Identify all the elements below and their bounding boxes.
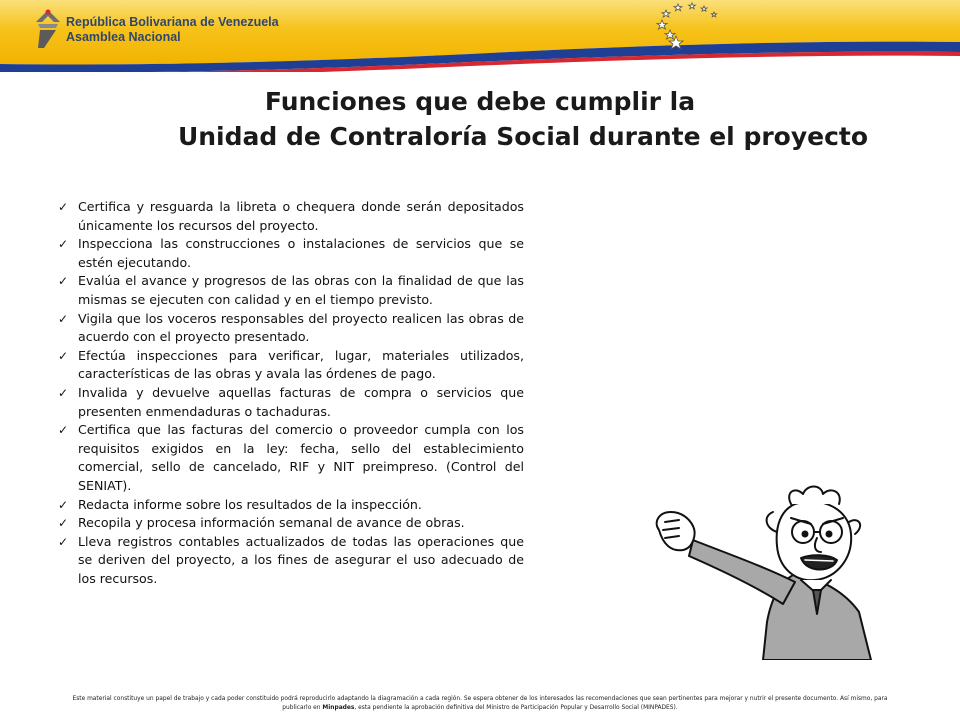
function-text: Efectúa inspecciones para verificar, lugar, materiales utilizados, características de las obras y avala las órdenes de pago. [78,347,524,382]
list-item [58,310,524,347]
function-text: Evalúa el avance y progresos de las obras con la finalidad de que las mismas se ejecuten con calidad y en el tiempo previsto. [78,273,524,307]
organization-name [66,15,279,45]
function-text: Inspecciona las construcciones o instalaciones de servicios que se estén ejecutando. [78,236,524,270]
checkmark-icon: ✓ [58,423,69,438]
checkmark-icon: ✓ [58,385,69,400]
function-text: Lleva registros contables actualizados de todas las operaciones que se deriven del proyecto, a los fines de asegurar el uso adecuado de los recursos. [78,533,524,586]
list-item [58,514,524,533]
angry-old-man-cartoon [645,482,881,660]
checkmark-icon: ✓ [58,534,69,549]
footer-line-1: Este material constituye un papel de trabajo y cada poder constituido podrá reproducirlo adaptando la diagramación a cada región. Se espera obtener de los interesados las recomendaciones que sean pertinentes para mejorar y nutrir el presente documento. Así mismo, para [72,696,888,702]
footer-line-2-prefix: publicarlo en [282,705,323,711]
title-line-1: Funciones que debe cumplir la [264,87,696,116]
checkmark-icon: ✓ [58,497,69,512]
footer-ministry-name: Minpades [322,705,355,711]
checkmark-icon: ✓ [58,516,69,531]
function-text: Certifica que las facturas del comercio o proveedor cumpla con los requisitos exigidos en la ley: fecha, sello del establecimiento comercial, sello de cancelado, RIF y NIT preimpreso. (Control del SENIAT). [78,422,524,493]
footer-line-2-suffix: , esta pendiente la aprobación definitiva del Ministro de Participación Popular y Desarrollo Social (MINPADES). [354,705,678,711]
checkmark-icon: ✓ [58,274,69,289]
footer-line-2 [4,704,956,713]
checkmark-icon: ✓ [58,311,69,326]
function-text: Recopila y procesa información semanal de avance de obras. [78,515,465,531]
list-item [58,533,524,589]
function-text: Certifica y resguarda la libreta o chequera donde serán depositados únicamente los recursos del proyecto. [78,199,524,233]
checkmark-icon: ✓ [58,348,69,363]
page-title [90,84,870,154]
function-text: Redacta informe sobre los resultados de la inspección. [78,496,422,512]
function-text: Vigila que los voceros responsables del proyecto realicen las obras de acuerdo con el proyecto presentado. [78,310,524,345]
list-item [58,347,524,384]
title-line-2: Unidad de Contraloría Social durante el proyecto [177,122,869,151]
org-line-2: Asamblea Nacional [66,30,181,44]
footer-note [4,695,956,713]
list-item [58,235,524,272]
list-item [58,384,524,421]
org-line-1: República Bolivariana de Venezuela [66,15,279,29]
checkmark-icon: ✓ [58,237,69,252]
list-item [58,198,524,235]
list-item [58,496,524,515]
list-item [58,421,524,495]
checkmark-icon: ✓ [58,200,69,214]
function-text: Invalida y devuelve aquellas facturas de compra o servicios que presenten enmendaduras o tachaduras. [78,384,524,419]
functions-list [58,198,524,588]
national-assembly-arc-logo [34,6,62,52]
arc-of-stars-icon [640,0,720,52]
list-item [58,272,524,309]
